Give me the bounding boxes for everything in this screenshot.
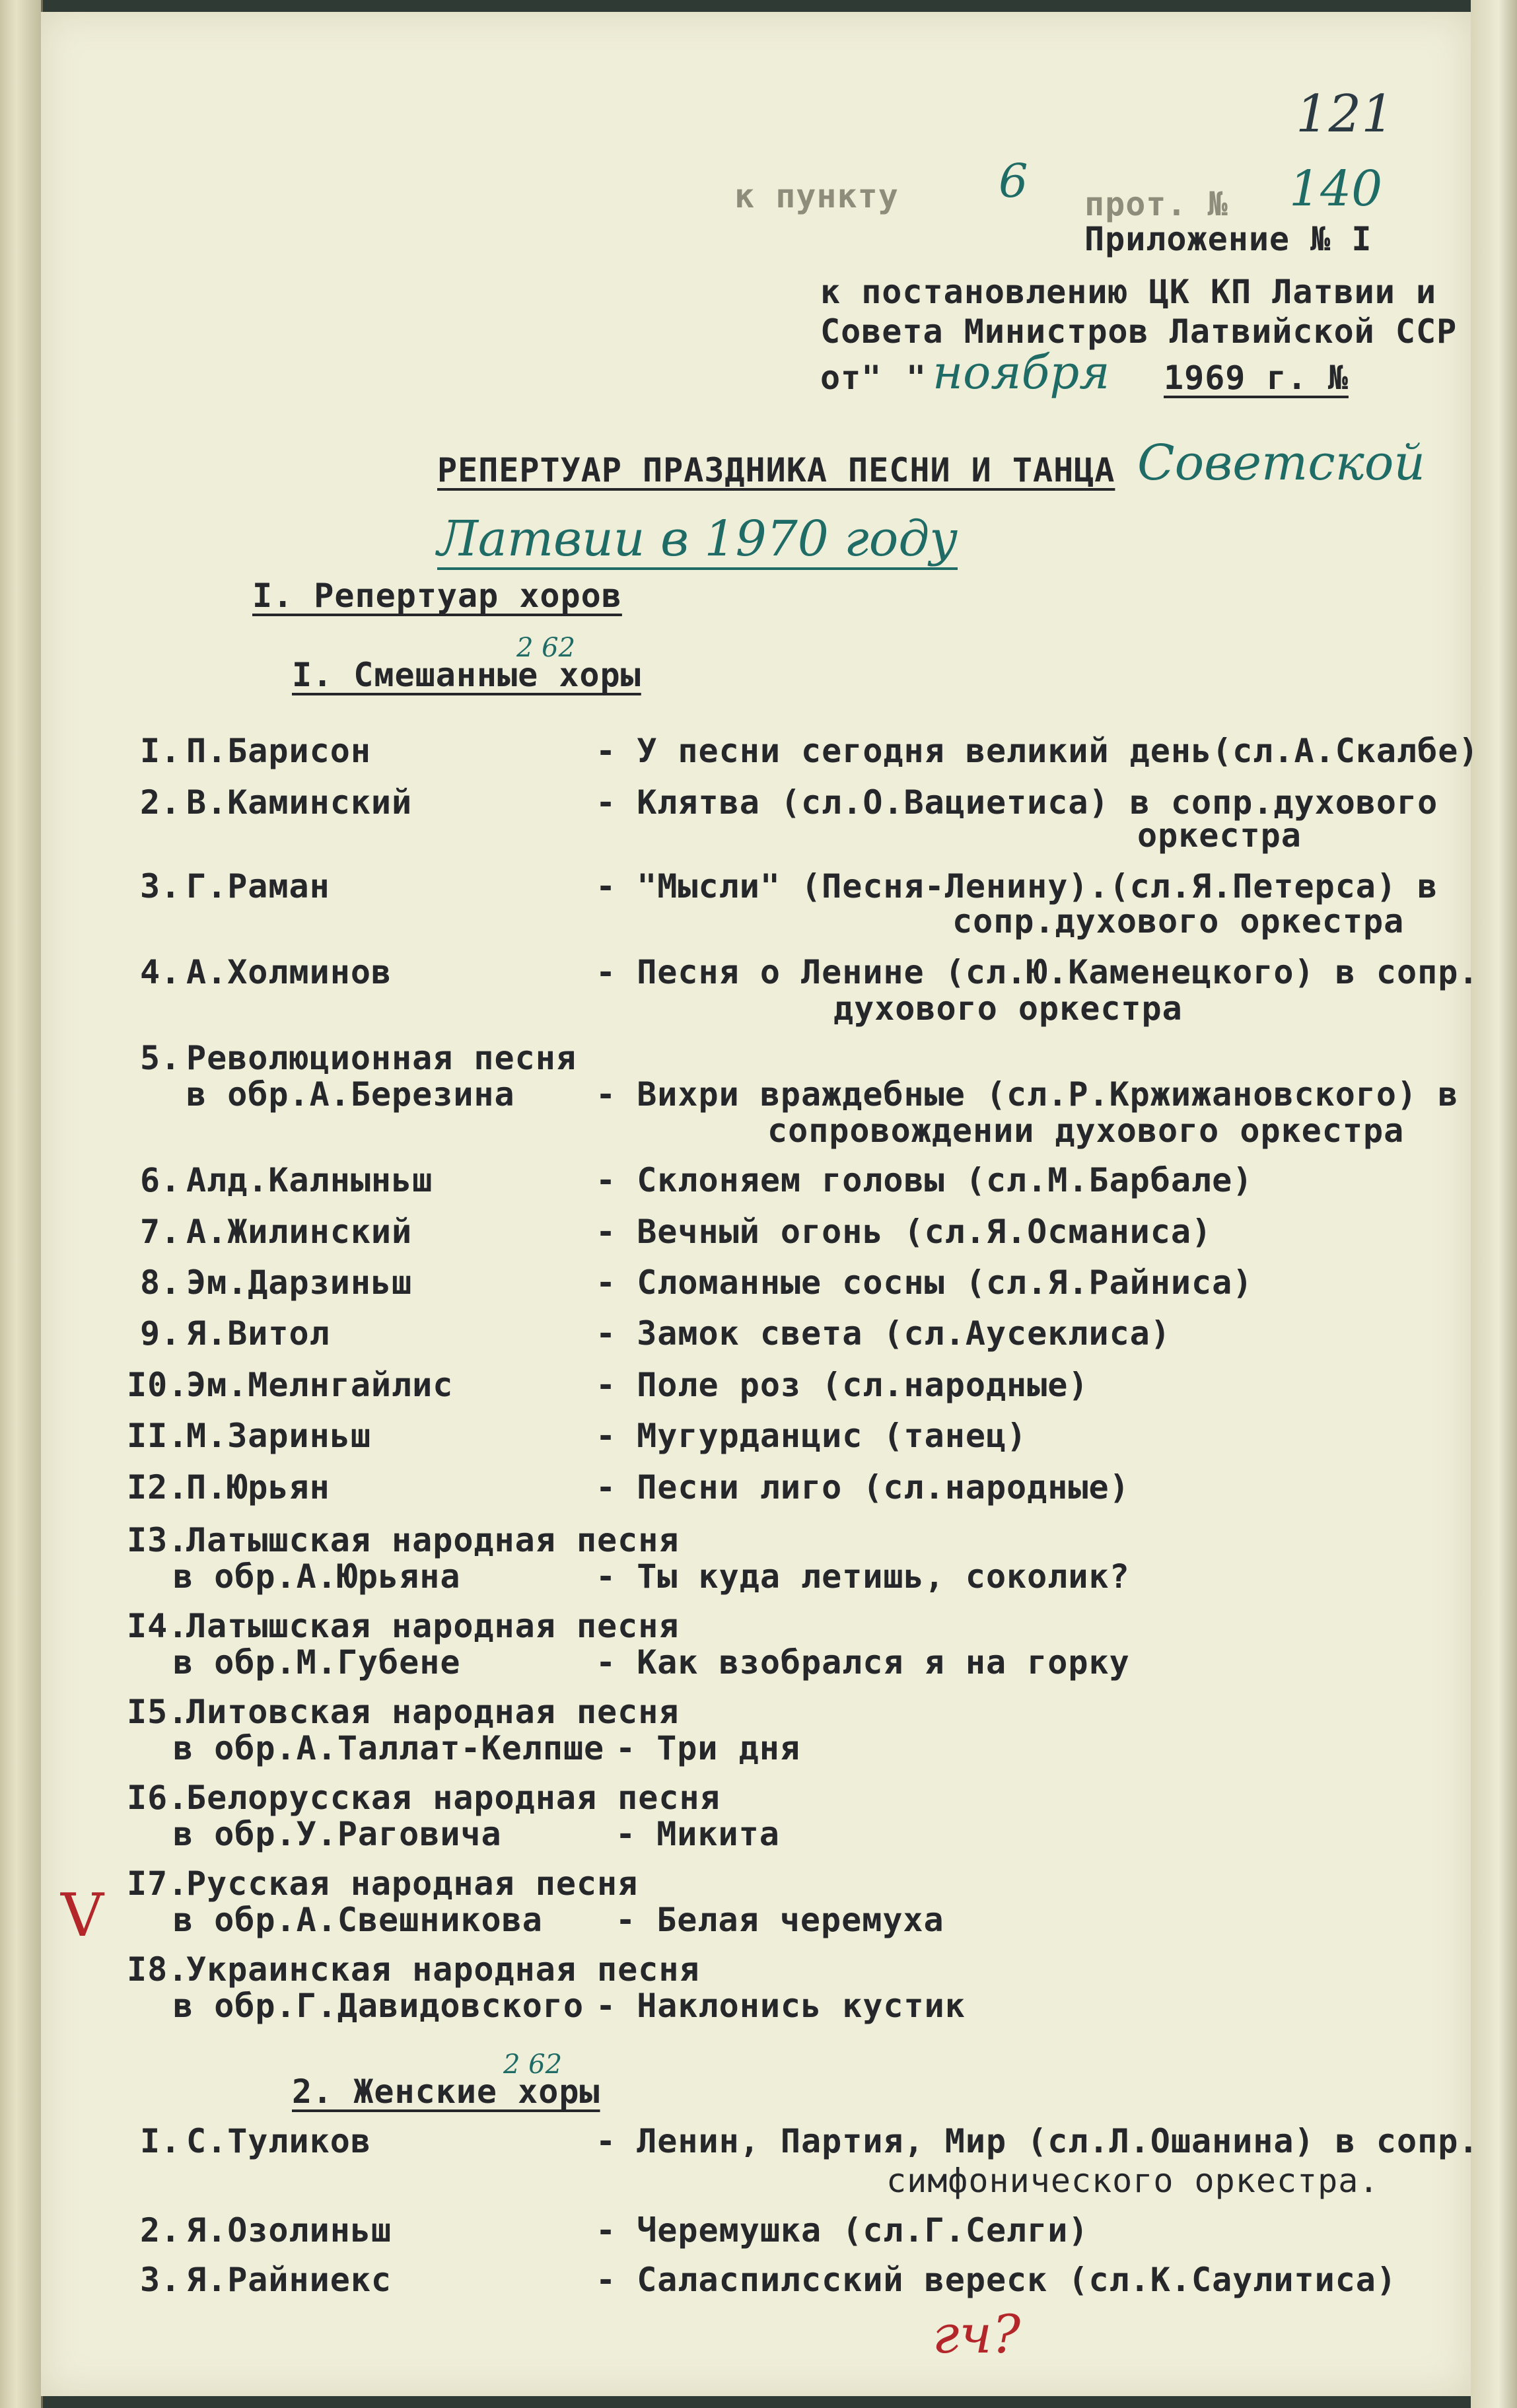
- mixed-8-work: - Сломанные сосны (сл.Я.Райниса): [596, 1263, 1253, 1302]
- mixed-2-work2: оркестра: [1137, 816, 1302, 855]
- mixed-15-composer: Литовская народная песня: [186, 1693, 680, 1731]
- mixed-4-composer: А.Холминов: [186, 953, 392, 991]
- page-number: 121: [1296, 85, 1394, 144]
- mixed-14-composer2: в обр.М.Губене: [173, 1643, 461, 1682]
- bottom-scribble: гч?: [933, 2304, 1021, 2365]
- mixed-4-work2: духового оркестра: [833, 989, 1183, 1028]
- annex-line-2: Совета Министров Латвийской ССР: [820, 312, 1458, 351]
- mixed-10-work: - Поле роз (сл.народные): [596, 1366, 1089, 1404]
- mixed-17-composer: Русская народная песня: [186, 1864, 639, 1903]
- mixed-15-num: I5.: [127, 1693, 189, 1731]
- mixed-13-work: - Ты куда летишь, соколик?: [596, 1557, 1130, 1596]
- mixed-6-work: - Склоняем головы (сл.М.Барбале): [596, 1161, 1253, 1199]
- women-2-num: 2.: [140, 2211, 182, 2249]
- binder-strip: [0, 0, 43, 2408]
- mixed-16-work: - Микита: [616, 1815, 780, 1853]
- mixed-3-work2: сопр.духового оркестра: [952, 902, 1405, 940]
- mixed-9-work: - Замок света (сл.Аусеклиса): [596, 1314, 1171, 1353]
- women-2-composer: Я.Озолиньш: [186, 2211, 392, 2249]
- mixed-14-num: I4.: [127, 1607, 189, 1645]
- mixed-17-composer2: в обр.А.Свешникова: [173, 1901, 543, 1939]
- mixed-18-num: I8.: [127, 1950, 189, 1989]
- mixed-12-num: I2.: [127, 1468, 189, 1506]
- subsection-mixed: I. Смешанные хоры: [292, 656, 641, 694]
- mixed-14-work: - Как взобрался я на горку: [596, 1643, 1130, 1682]
- mixed-5-num: 5.: [140, 1039, 182, 1077]
- mixed-11-num: II.: [127, 1417, 189, 1455]
- women-1-num: I.: [140, 2122, 182, 2160]
- date-prefix: от": [820, 359, 882, 397]
- mixed-16-composer: Белорусская народная песня: [186, 1779, 721, 1817]
- mixed-7-num: 7.: [140, 1213, 182, 1251]
- women-3-work: - Саласпилсский вереск (сл.К.Саулитиса): [596, 2261, 1397, 2299]
- mixed-6-composer: Алд.Калныньш: [186, 1161, 433, 1199]
- mixed-18-composer2: в обр.Г.Давидовского: [173, 1987, 584, 2025]
- title-handwritten-2: Латвии в 1970 году: [437, 511, 958, 570]
- title-typed: РЕПЕРТУАР ПРАЗДНИКА ПЕСНИ И ТАНЦА: [437, 451, 1115, 489]
- mixed-4-num: 4.: [140, 953, 182, 991]
- mixed-3-composer: Г.Раман: [186, 867, 330, 905]
- mixed-7-composer: А.Жилинский: [186, 1213, 413, 1251]
- mixed-2-work: - Клятва (сл.О.Вациетиса) в сопр.духового: [596, 783, 1438, 822]
- mixed-13-composer: Латышская народная песня: [186, 1521, 680, 1559]
- women-2-work: - Черемушка (сл.Г.Селги): [596, 2211, 1089, 2249]
- document-page: [41, 12, 1479, 2396]
- mixed-5-composer2: в обр.А.Березина: [186, 1075, 515, 1114]
- mixed-12-composer: П.Юрьян: [186, 1468, 330, 1506]
- red-checkmark: V: [61, 1881, 104, 1950]
- women-1-composer: С.Туликов: [186, 2122, 371, 2160]
- mixed-2-composer: В.Каминский: [186, 783, 413, 822]
- mixed-10-num: I0.: [127, 1366, 189, 1404]
- subsection-women-note: 2 62: [503, 2049, 563, 2080]
- item-prefix: к пункту: [734, 177, 899, 215]
- mixed-17-num: I7.: [127, 1864, 189, 1903]
- mixed-15-composer2: в обр.А.Таллат-Келпше: [173, 1729, 605, 1767]
- mixed-13-num: I3.: [127, 1521, 189, 1559]
- mixed-11-composer: М.Зариньш: [186, 1417, 371, 1455]
- mixed-14-composer: Латышская народная песня: [186, 1607, 680, 1645]
- mixed-7-work: - Вечный огонь (сл.Я.Османиса): [596, 1213, 1213, 1251]
- women-1-work2: симфонического оркестра.: [886, 2162, 1380, 2200]
- mixed-16-composer2: в обр.У.Раговича: [173, 1815, 502, 1853]
- mixed-4-work: - Песня о Ленине (сл.Ю.Каменецкого) в сопр.: [596, 953, 1479, 991]
- annex-line-1: к постановлению ЦК КП Латвии и: [820, 273, 1437, 311]
- title-handwritten-1: Советской: [1137, 435, 1426, 491]
- mixed-3-work: - "Мысли" (Песня-Ленину).(сл.Я.Петерса) в: [596, 867, 1438, 905]
- mixed-12-work: - Песни лиго (сл.народные): [596, 1468, 1130, 1506]
- women-1-work: - Ленин, Партия, Мир (сл.Л.Ошанина) в сопр.: [596, 2122, 1479, 2160]
- mixed-17-work: - Белая черемуха: [616, 1901, 944, 1939]
- subsection-mixed-note: 2 62: [516, 633, 576, 663]
- page-edge: [1471, 0, 1517, 2408]
- mixed-8-num: 8.: [140, 1263, 182, 1302]
- mixed-8-composer: Эм.Дарзиньш: [186, 1263, 413, 1302]
- mixed-5-work: - Вихри враждебные (сл.Р.Кржижановского) в: [596, 1075, 1459, 1114]
- date-suffix: 1969 г. №: [1164, 359, 1349, 397]
- mixed-11-work: - Мугурданцис (танец): [596, 1417, 1028, 1455]
- mixed-6-num: 6.: [140, 1161, 182, 1199]
- mixed-18-work: - Наклонись кустик: [596, 1987, 966, 2025]
- mixed-2-num: 2.: [140, 783, 182, 822]
- item-value: 6: [999, 154, 1028, 208]
- annex-title: Приложение № I: [1084, 220, 1372, 258]
- mixed-1-composer: П.Барисон: [186, 732, 371, 770]
- mixed-3-num: 3.: [140, 867, 182, 905]
- women-3-num: 3.: [140, 2261, 182, 2299]
- mixed-18-composer: Украинская народная песня: [186, 1950, 700, 1989]
- mixed-1-num: I.: [140, 732, 182, 770]
- protocol-value: 140: [1289, 160, 1383, 217]
- mixed-5-composer: Революционная песня: [186, 1039, 577, 1077]
- protocol-label: прот. №: [1084, 185, 1228, 223]
- mixed-9-num: 9.: [140, 1314, 182, 1353]
- mixed-15-work: - Три дня: [616, 1729, 800, 1767]
- mixed-9-composer: Я.Витол: [186, 1314, 330, 1353]
- mixed-10-composer: Эм.Мелнгайлис: [186, 1366, 454, 1404]
- mixed-1-work: - У песни сегодня великий день(сл.А.Скалбе): [596, 732, 1479, 770]
- section-heading: I. Репертуар хоров: [252, 577, 622, 615]
- mixed-5-work2: сопровождении духового оркестра: [767, 1112, 1405, 1150]
- subsection-women: 2. Женские хоры: [292, 2072, 600, 2111]
- women-3-composer: Я.Райниекс: [186, 2261, 392, 2299]
- mixed-13-composer2: в обр.А.Юрьяна: [173, 1557, 461, 1596]
- date-quote: ": [906, 359, 927, 397]
- mixed-16-num: I6.: [127, 1779, 189, 1817]
- date-month: ноября: [933, 345, 1110, 400]
